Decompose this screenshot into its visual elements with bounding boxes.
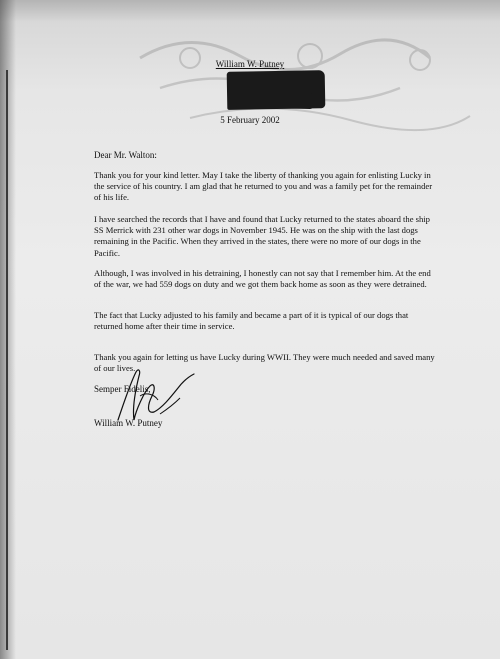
redaction-block-lower: [234, 91, 314, 109]
closing: Semper Fidelis,: [94, 384, 151, 394]
salutation: Dear Mr. Walton:: [94, 150, 157, 160]
scan-edge-line: [6, 70, 8, 650]
paragraph-1: Thank you for your kind letter. May I take the liberty of thanking you again for enlisting Lucky in the service of his country. I am glad that he returned to you and was a family pet for the remainder of his life.: [94, 170, 433, 203]
scan-edge-left: [0, 0, 16, 659]
paragraph-3: Although, I was involved in his detraining, I honestly can not say that I remember him. At the end of the war, we had 559 dogs on duty and we got them back home as soon as they were detrained.: [94, 268, 431, 290]
signer-name: William W. Putney: [94, 418, 163, 428]
paragraph-5: Thank you again for letting us have Lucky during WWII. They were much needed and saved many of our lives.: [94, 352, 435, 374]
letterhead-name: [0, 59, 500, 69]
letterhead-name-text: William W. Putney: [215, 59, 285, 69]
letter-date: 5 February 2002: [220, 115, 280, 125]
paragraph-2: I have searched the records that I have and found that Lucky returned to the states aboard the ship SS Merrick with 231 other war dogs in November 1945. He was on the ship with the last dogs remaining in the Pacific. When they arrived in the states, there were no more of our dogs in the Pacific.: [94, 214, 430, 258]
paragraph-4: The fact that Lucky adjusted to his family and became a part of it is typical of our dogs that returned home after their time in service.: [94, 310, 409, 332]
